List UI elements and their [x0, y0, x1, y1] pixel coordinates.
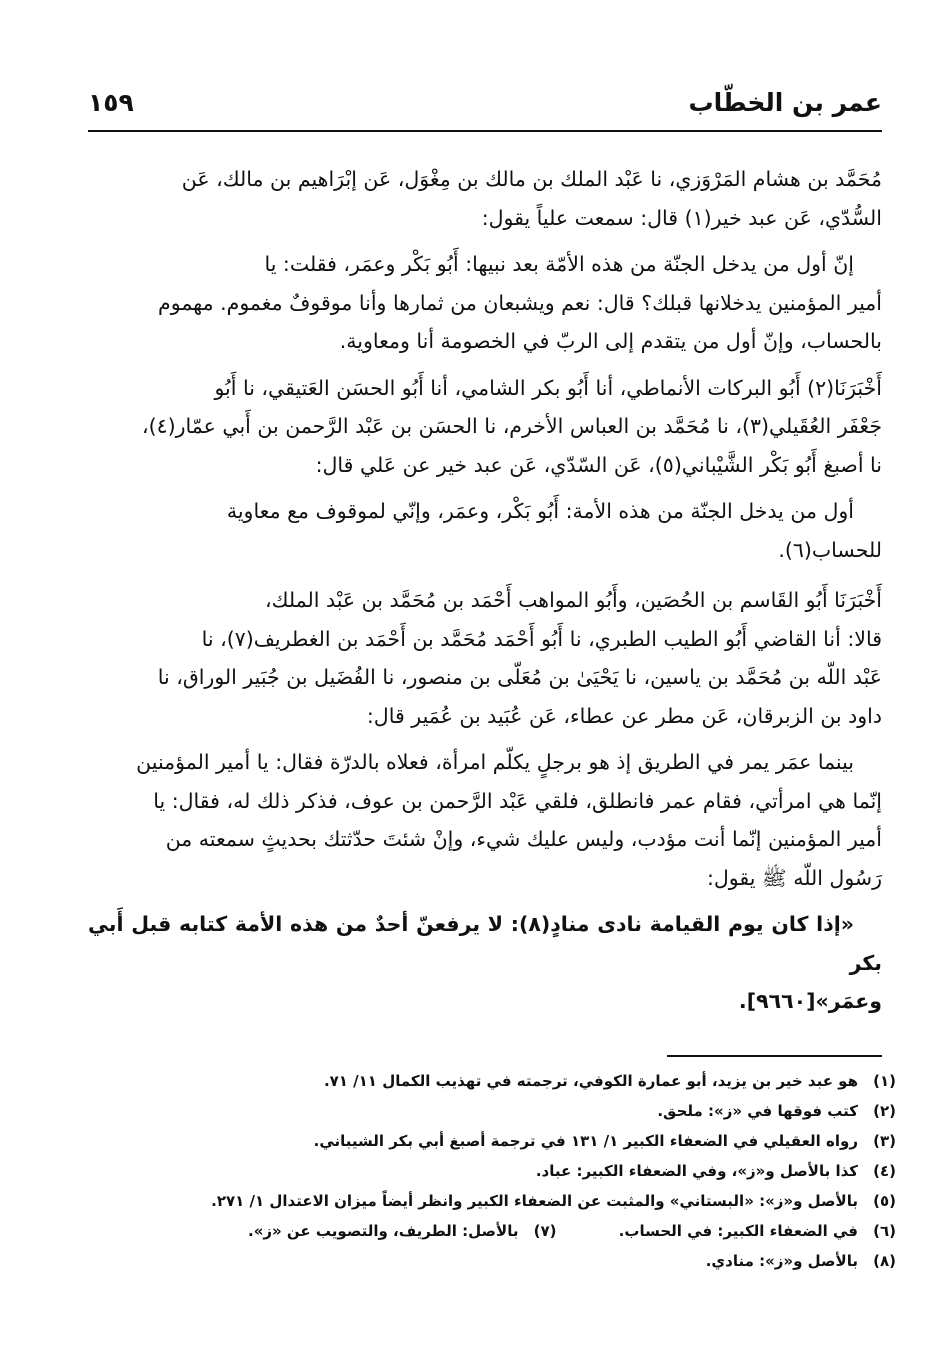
paragraph: مُحَمَّد بن هشام المَرْوَزي، نا عَبْد الملك بن مالك بن مِغْوَل، عَن إبْرَاهيم بن مالك، عَن السُّدّي، عَن عبد خير(١) قال: سمعت علياً يقول: [181, 167, 882, 230]
hadith-quote: «إذا كان يوم القيامة نادى منادٍ(٨): لا يرفعنّ أحدٌ من هذه الأمة كتابه قبل أَبي بكر وعمَر»[٩٦٦٠]. [88, 912, 882, 1013]
footnote-text: كذا بالأصل و«ز»، وفي الضعفاء الكبير: عباد. [535, 1162, 858, 1180]
footnote [88, 1156, 896, 1186]
footnote-text: بالأصل و«ز»: منادي. [705, 1252, 858, 1270]
footnote-text: هو عبد خير بن يزيد، أبو عمارة الكوفي، ترجمته في تهذيب الكمال ١١/ ٧١. [323, 1072, 858, 1090]
paragraph: أَخْبَرَنَا أَبُو القَاسم بن الحُصَين، وأَبُو المواهب أَحْمَد بن مُحَمَّد بن عَبْد الملك، قالا: أنا القاضي أَبُو الطيب الطبري، نا أَبُو أَحْمَد مُحَمَّد بن أَحْمَد بن الغطريف(٧)، نا عَبْد اللّه بن مُحَمَّد بن ياسين، نا يَحْيَىٰ بن مُعَلّى بن منصور، نا الفُضَيل بن جُبَير الوراق، نا داود بن الزبرقان، عَن مطر عن عطاء، عَن عُبَيد بن عُمَير قال: [157, 588, 882, 728]
footnote-number: (١) [873, 1072, 896, 1090]
footnote-number: (٨) [873, 1252, 896, 1270]
paragraph: أول من يدخل الجنّة من هذه الأمة: أَبُو بَكْر، وعمَر، وإنّي لموقوف مع معاوية للحساب(٦). [226, 499, 882, 562]
footnote-text: رواه العقيلي في الضعفاء الكبير ١/ ١٣١ في ترجمة أصبغ أبي بكر الشيباني. [313, 1132, 858, 1150]
footnote [88, 1246, 896, 1276]
footnote-number: (٣) [873, 1132, 896, 1150]
footnote-text: كتب فوقها في «ز»: ملحق. [657, 1102, 858, 1120]
paragraph: أَخْبَرَنَا(٢) أَبُو البركات الأنماطي، أنا أَبُو بكر الشامي، أنا أَبُو الحسَن العَتيقي، نا أَبُو جَعْفَر العُقَيلي(٣)، نا مُحَمَّد بن العباس الأخرم، نا الحسَن بن عَبْد الرَّحمن بن أَبي عمّار(٤)، نا أصبغ أَبُو بَكْر الشَّيْباني(٥)، عَن السّدّي، عَن عبد خير عن عَلي قال: [142, 375, 882, 477]
page-number: ١٥٩ [88, 88, 134, 117]
paragraph: بينما عمَر يمر في الطريق إذ هو برجلٍ يكلّم امرأة، فعلاه بالدرّة فقال: يا أمير المؤمنين إنّما هي امرأتي، فقام عمر فانطلق، فلقي عَبْد الرَّحمن بن عوف، فذكر ذلك له، فقال: يا أمير المؤمنين إنّما أنت مؤدب، وليس عليك شيء، وإنْ شئتَ حدّثتك بحديثٍ سمعته من رَسُول اللّه ﷺ يقول: [136, 750, 882, 890]
footnote-text: بالأصل: الطريف، والتصويب عن «ز». [248, 1222, 519, 1240]
footnote-text: في الضعفاء الكبير: في الحساب. [618, 1222, 858, 1240]
footnote-number: (٥) [873, 1192, 896, 1210]
footnote-rule [667, 1055, 882, 1057]
footnote-number: (٤) [873, 1162, 896, 1180]
footnote [88, 1126, 896, 1156]
header-rule [88, 130, 882, 132]
main-text [88, 160, 882, 1029]
paragraph: إنّ أول من يدخل الجنّة من هذه الأمّة بعد نبيها: أَبُو بَكْر وعمَر، فقلت: يا أمير المؤمنين يدخلانها قبلك؟ قال: نعم ويشبعان من ثمارها وأنا موقوفٌ مغموم. مهموم بالحساب، وإنّ أول من يتقدم إلى الربّ في الخصومة أنا ومعاوية. [158, 252, 882, 353]
footnote [88, 1216, 896, 1246]
footnote-text: بالأصل و«ز»: «البستاني» والمثبت عن الضعفاء الكبير وانظر أيضاً ميزان الاعتدال ١/ ٢٧١. [211, 1192, 858, 1210]
footnote [88, 1066, 896, 1096]
footnote [88, 1096, 896, 1126]
running-header [88, 84, 882, 124]
running-title: عمر بن الخطّاب [688, 88, 882, 117]
footnote [88, 1186, 896, 1216]
footnotes [88, 1066, 896, 1276]
footnote-number: (٦) [873, 1222, 896, 1240]
footnote-number: (٢) [873, 1102, 896, 1120]
footnote-inline [248, 1216, 557, 1246]
footnote-number: (٧) [533, 1222, 557, 1240]
